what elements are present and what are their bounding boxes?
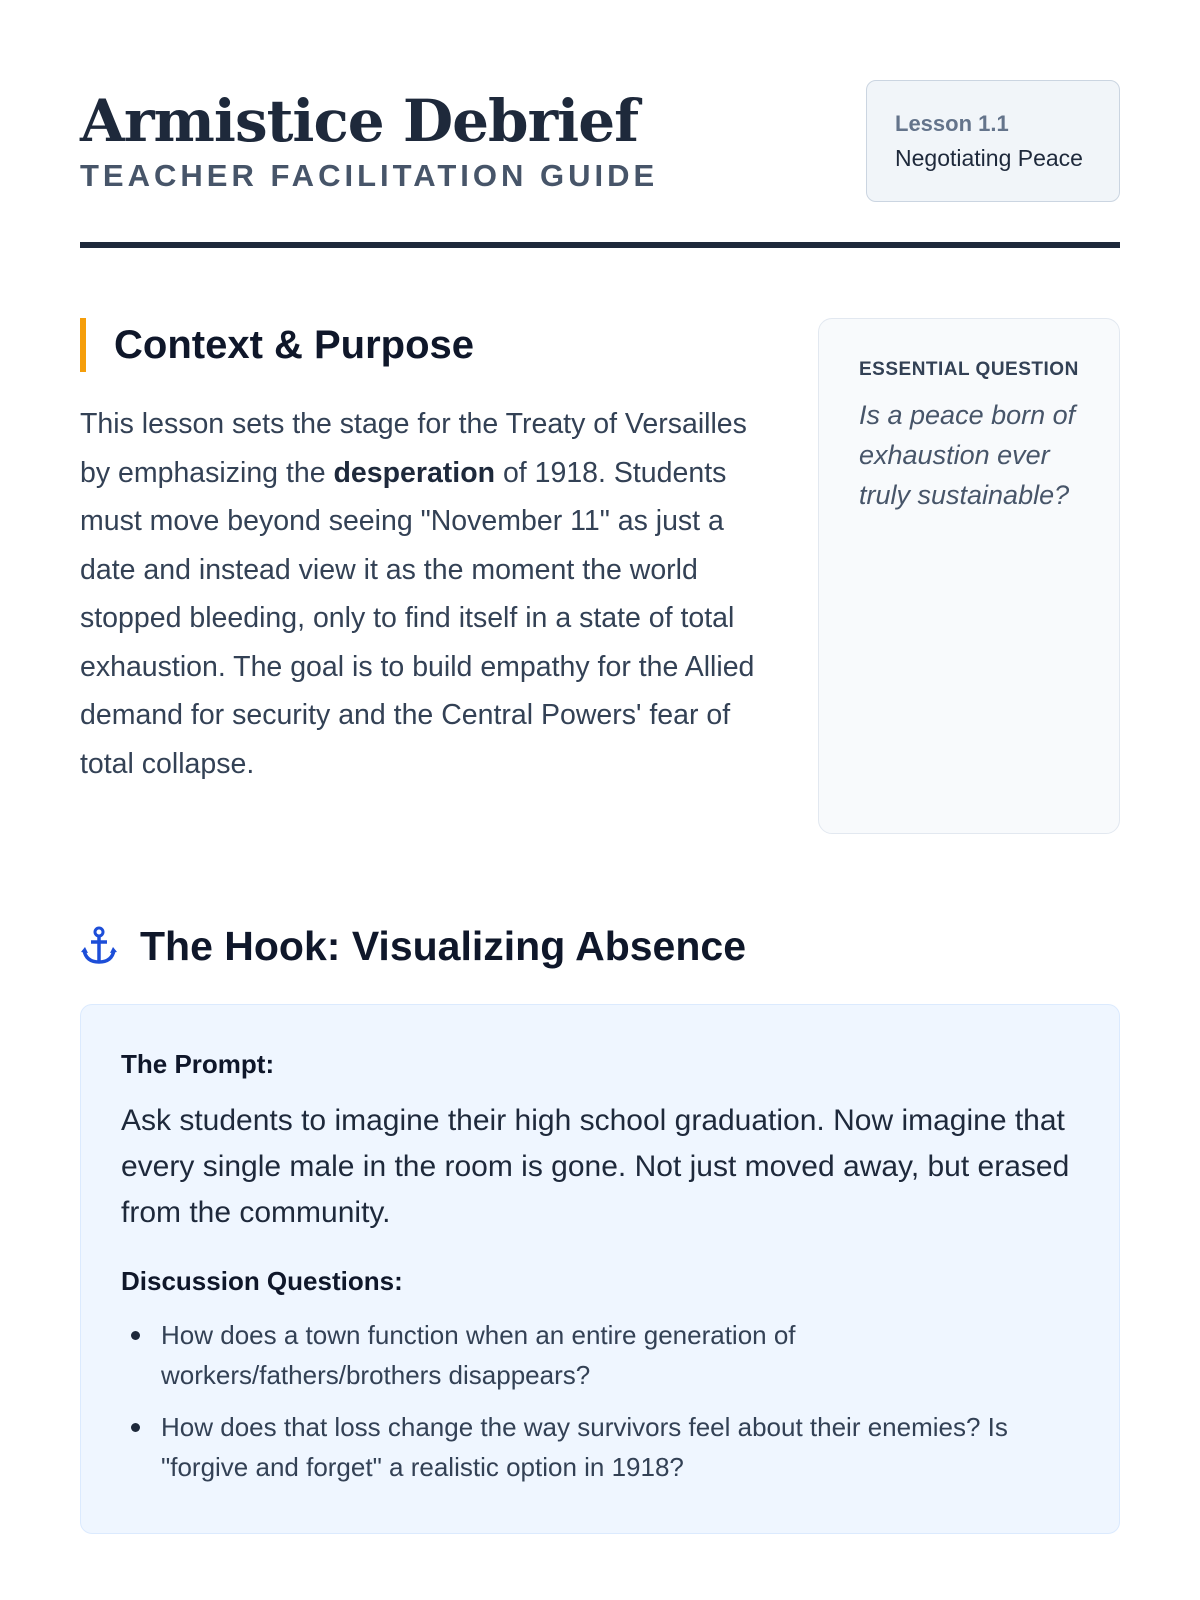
list-item (121, 1315, 1079, 1395)
prompt-text: Ask students to imagine their high school graduation. Now imagine that every single male in the room is gone. Not just moved away, but erased from the community. (121, 1104, 1070, 1229)
hook-heading (80, 916, 1120, 976)
context-title: Context & Purpose (114, 322, 475, 367)
anchor-icon (80, 924, 120, 968)
essential-question-card (818, 318, 1120, 834)
bullet-icon (131, 1423, 140, 1432)
hook-section (80, 916, 1120, 1534)
essential-question-label: ESSENTIAL QUESTION (859, 359, 1079, 380)
hook-title: The Hook: Visualizing Absence (140, 922, 747, 969)
accent-bar (80, 318, 86, 372)
context-heading (80, 318, 760, 372)
context-text-start: This lesson sets the stage for the Treaty of Versailles by emphasizing the (80, 408, 747, 489)
question-text: How does a town function when an entire generation of workers/fathers/brothers disappears? (161, 1320, 796, 1390)
page-subtitle: TEACHER FACILITATION GUIDE (80, 158, 659, 193)
context-text-end: of 1918. Students must move beyond seeing "November 11" as just a date and instead view it as the moment the world stopped bleeding, only to find itself in a state of total exhaustion. The goal is to build empathy for the Allied demand for security and the Central Powers' fear of total collapse. (80, 456, 755, 780)
hook-card (80, 1004, 1120, 1534)
page-title: Armistice Debrief (80, 87, 639, 155)
page-header (80, 80, 1120, 250)
context-paragraph (80, 400, 760, 788)
context-section (80, 318, 1120, 834)
essential-question-text: Is a peace born of exhaustion ever truly sustainable? (859, 400, 1076, 510)
list-item (121, 1407, 1079, 1487)
lesson-number: Lesson 1.1 (895, 111, 1009, 136)
lesson-badge (866, 80, 1120, 202)
bullet-icon (131, 1331, 140, 1340)
context-column (80, 318, 760, 788)
discussion-questions-label: Discussion Questions: (121, 1266, 403, 1296)
discussion-questions-list (121, 1315, 1079, 1487)
question-text: How does that loss change the way survivors feel about their enemies? Is "forgive and forget" a realistic option in 1918? (161, 1412, 1008, 1482)
context-emphasis: desperation (333, 456, 496, 489)
prompt-label: The Prompt: (121, 1049, 275, 1079)
header-divider (80, 242, 1120, 248)
lesson-name: Negotiating Peace (895, 145, 1083, 171)
